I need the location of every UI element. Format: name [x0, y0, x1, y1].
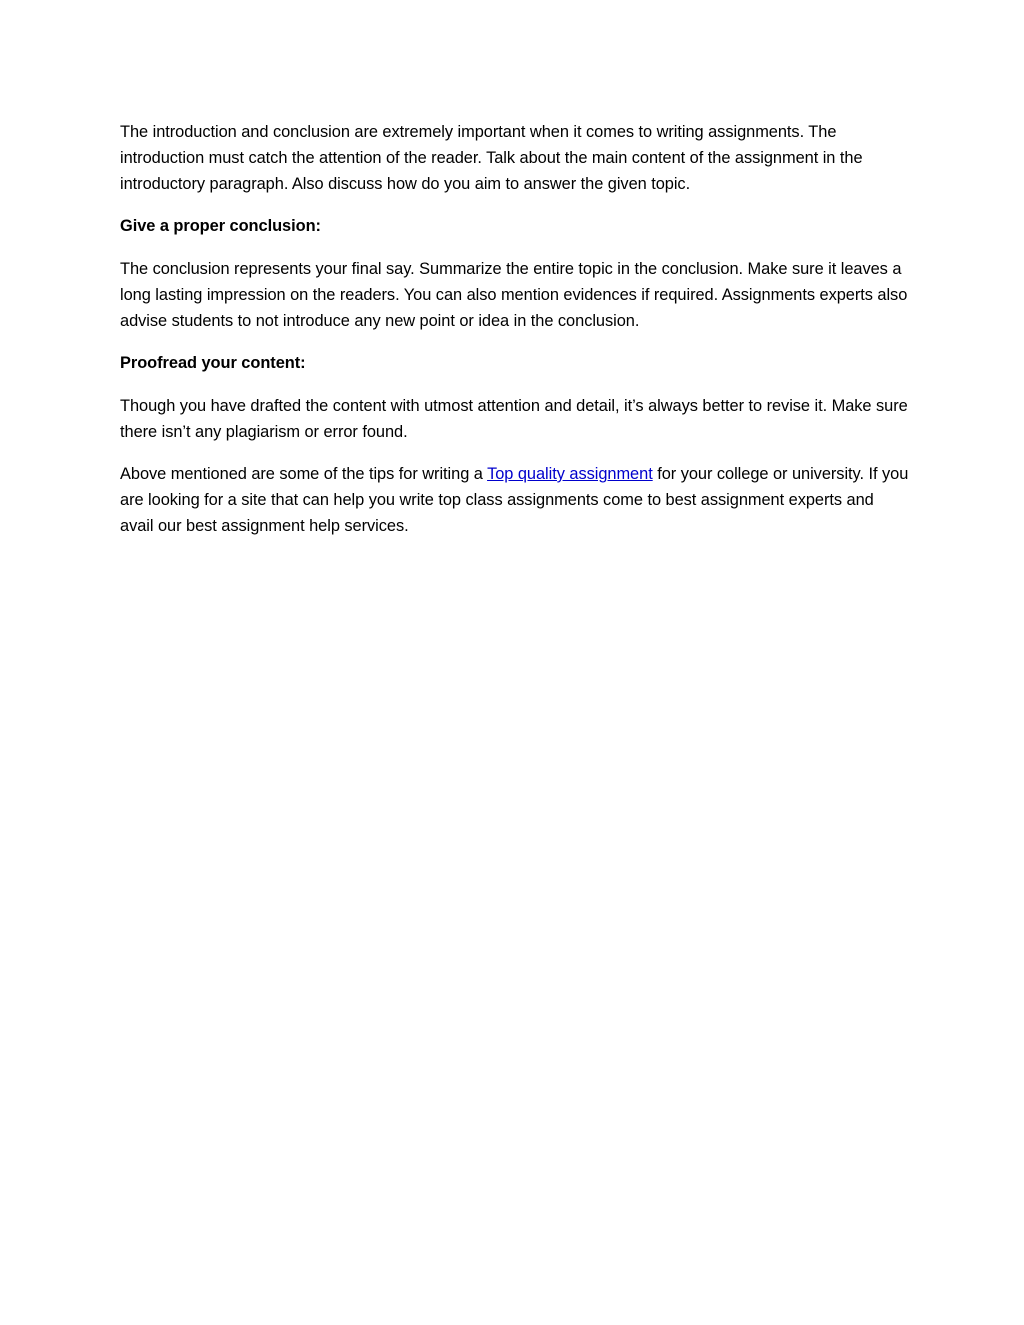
proofread-heading: Proofread your content: — [120, 354, 306, 372]
closing-text-before-link: Above mentioned are some of the tips for writing a — [120, 465, 488, 483]
closing-paragraph — [120, 461, 910, 539]
proofread-paragraph: Though you have drafted the content with utmost attention and detail, it’s always better to revise it. Make sure there isn’t any plagiarism or error found. — [120, 397, 908, 441]
top-quality-assignment-link[interactable]: Top quality assignment — [487, 465, 653, 483]
closing-text-after-link: for your college or university. If you are looking for a site that can help you write top class assignments come to best assignment experts and avail our best assignment help services. — [120, 465, 909, 535]
conclusion-heading: Give a proper conclusion: — [120, 217, 321, 235]
intro-paragraph: The introduction and conclusion are extremely important when it comes to writing assignments. The introduction must catch the attention of the reader. Talk about the main content of the assignment in the introductory paragraph. Also discuss how do you aim to answer the given topic. — [120, 123, 863, 193]
document-body — [120, 119, 910, 555]
conclusion-paragraph: The conclusion represents your final say. Summarize the entire topic in the conclusion. Make sure it leaves a long lasting impression on the readers. You can also mention evidences if required. Assignments experts also advise students to not introduce any new point or idea in the conclusion. — [120, 260, 908, 330]
